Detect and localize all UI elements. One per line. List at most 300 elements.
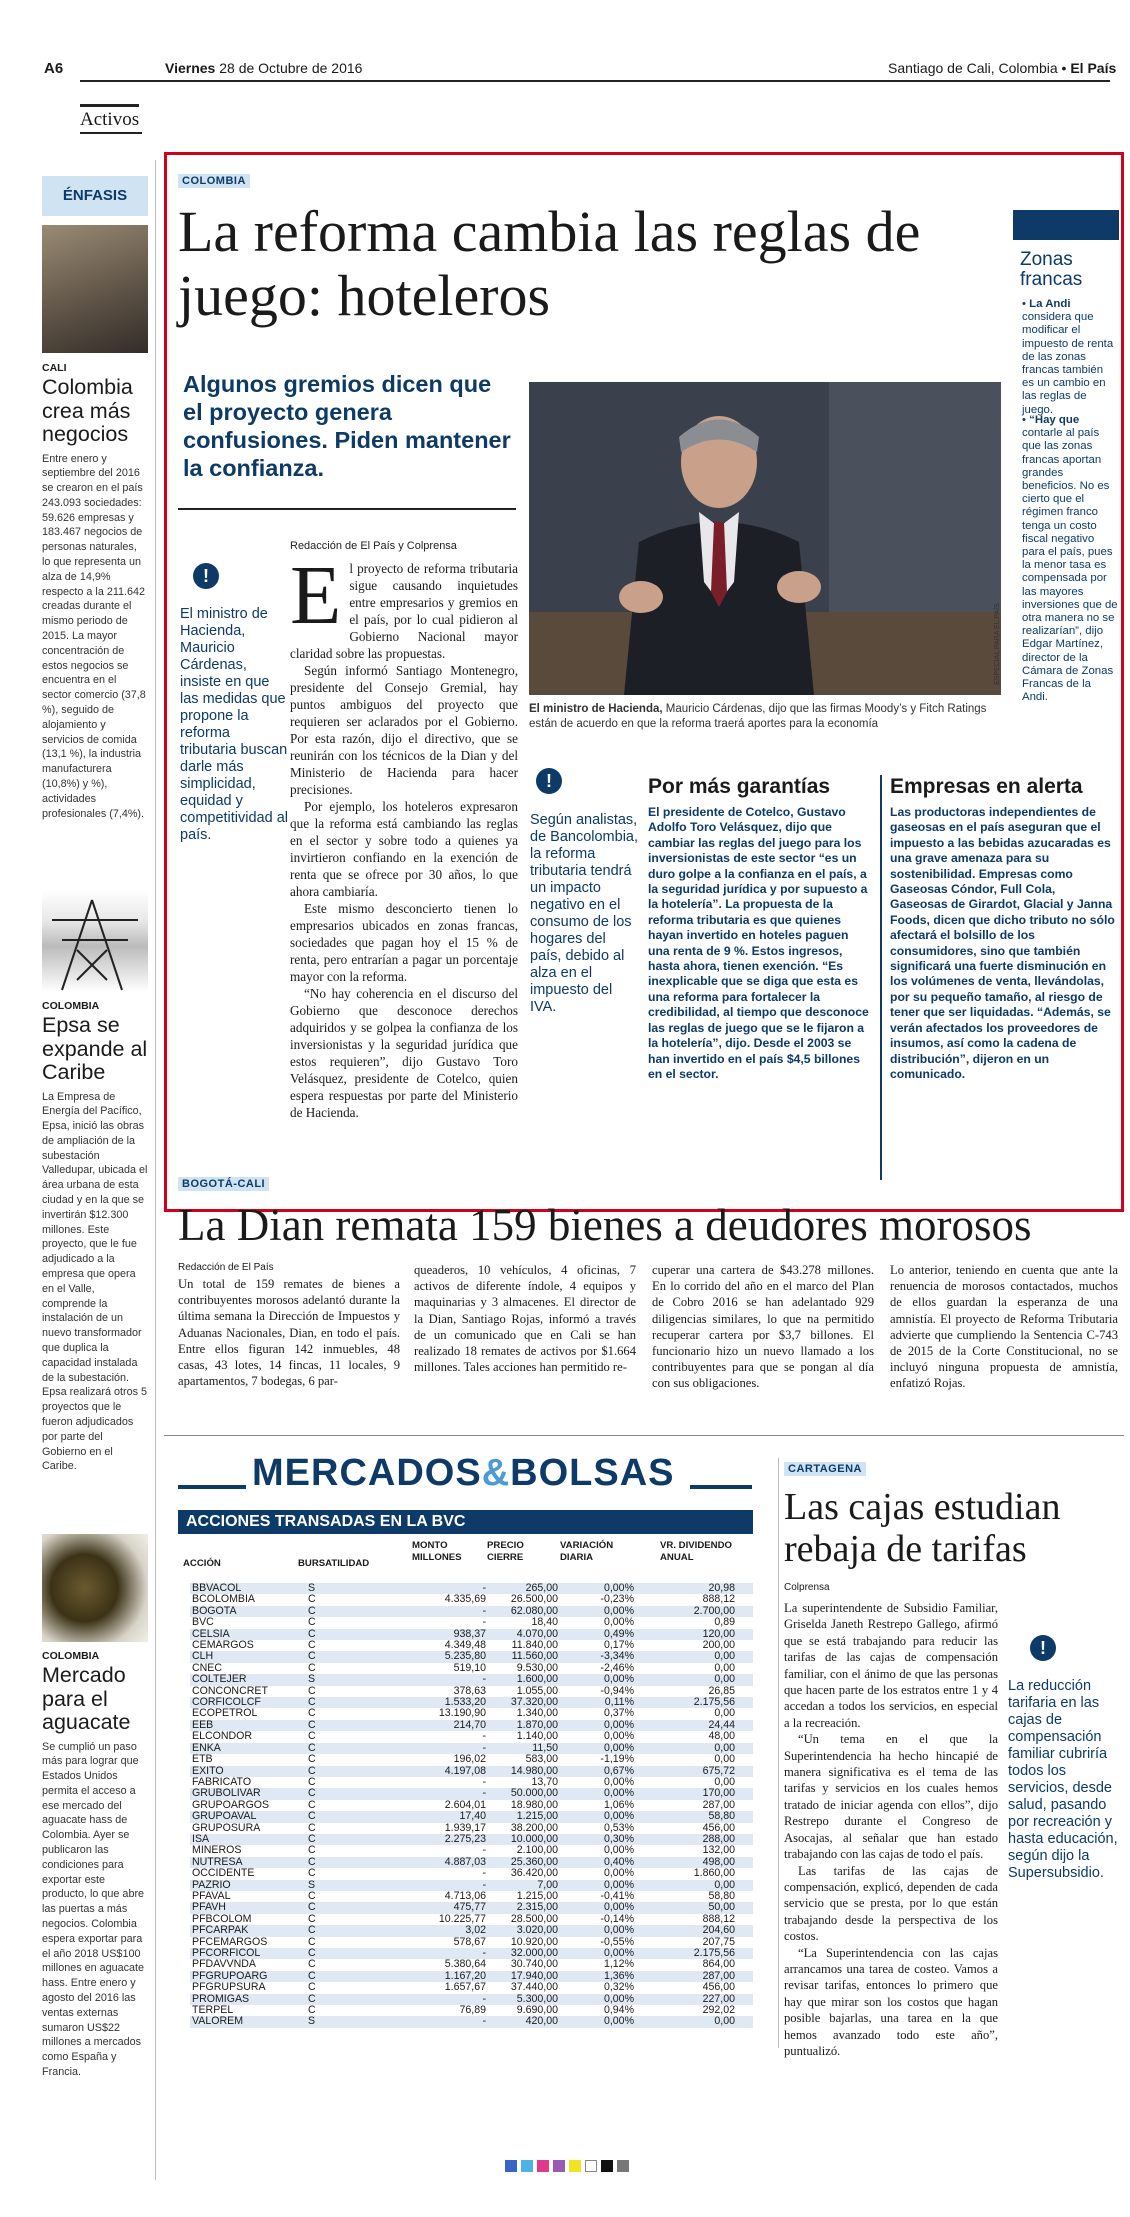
stock-row <box>190 1720 753 1731</box>
dropcap: E <box>290 549 342 642</box>
market-band: ACCIONES TRANSADAS EN LA BVC <box>178 1510 753 1534</box>
stock-cell: 62.080,00 <box>488 1606 560 1617</box>
stock-cell: 475,77 <box>410 1902 488 1913</box>
stock-cell: 214,70 <box>410 1720 488 1731</box>
stock-cell: 1,36% <box>560 1971 648 1982</box>
stock-cell: 2.175,56 <box>648 1697 753 1708</box>
stock-cell: 519,10 <box>453 1661 486 1674</box>
stock-cell: CONCONCRET <box>192 1684 268 1697</box>
left-item-2 <box>42 1000 148 1474</box>
stock-cell: PROMIGAS <box>190 1994 306 2005</box>
stock-cell: C <box>308 1912 316 1925</box>
stock-cell: CORFICOLCF <box>190 1697 306 1708</box>
cajas-paragraph: “Un tema en el que la Superintendencia ha hecho hincapié de manera significativa es el tema de las tarifas y servicios en los cuales hemos tratado de iniciar agenda con ellos”, dijo Restrepo durante el Congreso de Asocajas, al señalar que han estado trabajando con las cajas de todo el país. <box>784 1732 998 1862</box>
stock-cell: 0,00% <box>603 1730 634 1743</box>
stock-cell: C <box>308 1821 316 1834</box>
stock-cell: -0,55% <box>600 1935 634 1948</box>
stock-cell: 0,00% <box>560 1720 648 1731</box>
stock-cell: 11.840,00 <box>511 1639 558 1652</box>
stock-cell: PFGRUPSURA <box>192 1981 266 1994</box>
stock-cell: 170,00 <box>648 1788 753 1799</box>
stock-cell: C <box>306 1766 410 1777</box>
stock-cell: - <box>410 1994 488 2005</box>
stock-cell: EXITO <box>190 1766 306 1777</box>
left-item-text: Se cumplió un paso más para lograr que Estados Unidos permita el acceso a ese mercado del aguacate hass de Colombia. Ayer se publicaron las condiciones para exportar este producto, lo que abre las puertas a más negocios. Colombia espera exportar para el año 2018 US$100 millones en aguacate hass. Entre enero y agosto del 2016 las ventas externas sumaron US$22 millones a mercados como España y Francia. <box>42 1740 145 2079</box>
stock-cell: 0,94% <box>603 2004 634 2017</box>
main-byline: Redacción de El País y Colprensa <box>290 540 457 552</box>
stock-cell: PAZRIO <box>190 1880 306 1891</box>
reg-mark <box>569 2160 581 2172</box>
cajas-body <box>784 1600 998 2059</box>
reg-mark <box>537 2160 549 2172</box>
stock-cell: C <box>308 1889 316 1902</box>
stock-cell: TERPEL <box>192 2004 234 2017</box>
stock-cell: 50.000,00 <box>488 1788 560 1799</box>
stock-cell: 26,85 <box>708 1684 735 1697</box>
box1-title: Por más garantías <box>648 775 831 798</box>
info-icon: ! <box>193 563 219 589</box>
stock-cell: 4.713,06 <box>444 1889 486 1902</box>
main-paragraph: Este mismo desconcierto tienen lo empresarios ubicados en zonas francas, sociedades que pagan hoy el 15 % de renta, pero entrarían a pagar un porcentaje mayor con la reforma. <box>290 901 518 984</box>
stock-cell: C <box>306 1834 410 1845</box>
stock-cell: 11,50 <box>488 1743 560 1754</box>
zonas-b: • “Hay que contarle al país que las zonas francas aportan grandes beneficios. No es cierto que el régimen franco tenga un costo fiscal negativo para el país, pues la menor tasa es compensada por las mayores inversiones que de otra manera no se realizarían”, dijo Edgar Martínez, director de la Cámara de Zonas Francas de la Andi. <box>1022 414 1118 704</box>
stock-cell: - <box>410 1674 488 1685</box>
left-item-3 <box>42 1650 148 2080</box>
stock-cell: 287,00 <box>702 1798 735 1811</box>
stock-cell: 1.215,00 <box>516 1889 558 1902</box>
stock-cell: 18.980,00 <box>510 1798 558 1811</box>
stock-cell: C <box>306 1697 410 1708</box>
stock-cell: 38.200,00 <box>510 1821 558 1834</box>
left-item-1 <box>42 362 148 821</box>
stock-row <box>190 1777 753 1788</box>
stock-cell: -2,46% <box>600 1661 634 1674</box>
cajas-byline: Colprensa <box>784 1582 830 1593</box>
zonas-bar <box>1013 210 1119 240</box>
stock-cell: 0,00% <box>560 1902 648 1913</box>
stock-row <box>190 1937 753 1948</box>
header-rule <box>80 80 1110 82</box>
stock-cell: ENKA <box>190 1743 306 1754</box>
stock-cell: PFDAVVNDA <box>192 1958 256 1971</box>
stock-cell: 17.940,00 <box>488 1971 560 1982</box>
left-item-title: Mercado para el aguacate <box>42 1663 131 1734</box>
stock-cell: - <box>482 1844 486 1857</box>
info-icon: ! <box>536 768 562 794</box>
stock-cell: GRUPOAVAL <box>190 1811 306 1822</box>
section-rule <box>80 132 142 134</box>
col-head-precio: PRECIO CIERRE <box>487 1540 524 1563</box>
pull-quote-2: Según analistas, de Bancolombia, la reforma tributaria tendrá un impacto negativo en el consumo de los hogares del país, debido al alza en el impuesto del IVA. <box>530 812 639 1015</box>
stock-cell: 0,00 <box>648 1651 753 1662</box>
left-photo-3 <box>42 1534 148 1642</box>
stock-cell: S <box>306 1674 410 1685</box>
cajas-paragraph: “La Superintendencia con las cajas arrancamos una tarea de costeo. Vamos a revisar tarifas, entonces lo primero que hay que mirar son los costos que hagan posible bajarlas, una tarea en la que hemos avanzado todo este año”, puntualizó. <box>784 1945 998 2058</box>
stock-row <box>190 2005 753 2016</box>
stock-cell: 0,00% <box>603 1844 634 1857</box>
stock-row <box>190 1606 753 1617</box>
col-head-dividendo: VR. DIVIDENDO ANUAL <box>660 1540 732 1563</box>
stock-cell: 227,00 <box>648 1994 753 2005</box>
stock-cell: BCOLOMBIA <box>192 1593 255 1606</box>
dian-byline: Redacción de El País <box>178 1262 274 1273</box>
stock-table <box>190 1583 753 2028</box>
stock-cell: C <box>308 1981 316 1994</box>
stock-cell: 583,00 <box>525 1753 558 1766</box>
stock-cell: 200,00 <box>702 1639 735 1652</box>
stock-cell: 292,02 <box>702 2004 735 2017</box>
stock-cell: 1.340,00 <box>516 1707 558 1720</box>
cajas-quote: La reducción tarifaria en las cajas de compensación familiar cubriría todos los servicios, desde salud, pasando por recreación y hasta educación, según dijo la Supersubsidio. <box>1008 1678 1118 1881</box>
stock-cell: 378,63 <box>453 1684 486 1697</box>
stock-cell: GRUBOLIVAR <box>190 1788 306 1799</box>
stock-cell: 675,72 <box>648 1766 753 1777</box>
reg-mark <box>521 2160 533 2172</box>
stock-cell: 204,60 <box>648 1925 753 1936</box>
stock-row <box>190 1834 753 1845</box>
photo-caption <box>529 702 999 732</box>
stock-row <box>190 1857 753 1868</box>
stock-cell: PFCARPAK <box>190 1925 306 1936</box>
box2-text: Las productoras independientes de gaseosas en el país aseguran que el impuesto a las bebidas azucaradas es una grave amenaza para su sostenibilidad. Empresas como Gaseosas Cóndor, Full Cola, Gaseosas de Girardot, Glacial y Janna Foods, dicen que dicho tributo no sólo afectará el bolsillo de los consumidores, sino que también significará una fuerte disminución en los volúmenes de venta, llevándolas, por su pequeño tamaño, al riesgo de tener que ser liquidadas. “Además, se verán afectados los proveedores de insumos, así como la cadena de distribución”, dijeron en un comunicado. <box>890 805 1115 1081</box>
stock-cell: 1.533,20 <box>410 1697 488 1708</box>
stock-cell: -0,14% <box>600 1912 634 1925</box>
stock-cell: C <box>308 1639 316 1652</box>
stock-cell: - <box>482 1730 486 1743</box>
stock-cell: NUTRESA <box>190 1857 306 1868</box>
reg-mark <box>505 2160 517 2172</box>
stock-cell: GRUPOARGOS <box>192 1798 270 1811</box>
stock-row <box>190 1811 753 1822</box>
power-tower-drawing <box>42 890 148 992</box>
stock-cell: 7,00 <box>488 1880 560 1891</box>
stock-cell: 0,00 <box>714 1661 735 1674</box>
stock-row <box>190 1754 753 1765</box>
stock-cell: -0,94% <box>600 1684 634 1697</box>
stock-cell: C <box>308 1707 316 1720</box>
stock-cell: ECOPETROL <box>192 1707 258 1720</box>
stock-cell: C <box>308 1616 316 1629</box>
stock-cell: 11.560,00 <box>488 1651 560 1662</box>
minister-photo <box>529 382 1001 695</box>
stock-cell: GRUPOSURA <box>192 1821 261 1834</box>
stock-cell: 37.440,00 <box>510 1981 558 1994</box>
reg-mark <box>617 2160 629 2172</box>
stock-cell: MINEROS <box>192 1844 242 1857</box>
stock-cell: 4.197,08 <box>410 1766 488 1777</box>
stock-cell: 1.055,00 <box>516 1684 558 1697</box>
logo-rule-left <box>178 1485 246 1489</box>
caption-bold: El ministro de Hacienda, <box>529 703 663 715</box>
stock-cell: BOGOTA <box>190 1606 306 1617</box>
stock-cell: 0,32% <box>603 1981 634 1994</box>
stock-cell: 288,00 <box>648 1834 753 1845</box>
stock-cell: C <box>306 1743 410 1754</box>
stock-cell: 3.020,00 <box>488 1925 560 1936</box>
col-head-bursatilidad: BURSATILIDAD <box>298 1558 370 1569</box>
stock-cell: 32.000,00 <box>488 1948 560 1959</box>
dian-col-4: Lo anterior, teniendo en cuenta que ante la renuencia de morosos contactados, muchos de ellos guardan la esperanza de una amnistía. El proyecto de Reforma Tributaria advierte que cumpliendo la Sentencia C-743 de 2015 de la Corte Constitucional, no se incluyó ninguna propuesta de amnistía, enfatizó Rojas. <box>890 1263 1118 1391</box>
box2-title: Empresas en alerta <box>890 775 1083 798</box>
stock-cell: 5.380,64 <box>444 1958 486 1971</box>
stock-cell: PFGRUPOARG <box>190 1971 306 1982</box>
stock-cell: 0,89 <box>714 1616 735 1629</box>
stock-cell: C <box>306 1811 410 1822</box>
header-paper: El País <box>1070 60 1117 76</box>
stock-cell: 864,00 <box>702 1958 735 1971</box>
stock-cell: C <box>308 1593 316 1606</box>
stock-cell: BVC <box>192 1616 214 1629</box>
stock-cell: 0,30% <box>560 1834 648 1845</box>
stock-table-body <box>190 1583 753 2028</box>
stock-row <box>190 1594 753 1605</box>
left-item-title: Colombia crea más negocios <box>42 375 133 446</box>
market-logo-amp: & <box>481 1452 511 1494</box>
stock-row <box>190 1617 753 1628</box>
header-place <box>888 60 1116 76</box>
stock-cell: C <box>306 1629 410 1640</box>
stock-cell: 0,00% <box>560 1880 648 1891</box>
zonas-title: Zonas francas <box>1020 249 1083 290</box>
stock-cell: 0,00% <box>603 1616 634 1629</box>
stock-cell: PFBCOLOM <box>192 1912 252 1925</box>
stock-cell: 36.420,00 <box>510 1867 558 1880</box>
dian-tag: BOGOTÁ-CALI <box>178 1177 269 1191</box>
stock-cell: 4.070,00 <box>488 1629 560 1640</box>
stock-cell: - <box>410 1743 488 1754</box>
stock-cell: 938,37 <box>410 1629 488 1640</box>
stock-cell: 0,00 <box>714 1775 735 1788</box>
stock-cell: 0,17% <box>603 1639 634 1652</box>
stock-row <box>190 1663 753 1674</box>
stock-cell: ISA <box>190 1834 306 1845</box>
stock-cell: 17,40 <box>410 1811 488 1822</box>
stock-cell: CELSIA <box>190 1629 306 1640</box>
col-head-accion: ACCIÓN <box>183 1558 221 1569</box>
zonas-a-lead: La Andi <box>1029 298 1071 310</box>
stock-row <box>190 1868 753 1879</box>
zonas-a: • La Andi considera que modificar el impuesto de renta de las zonas francas también es un cambio en las reglas de juego. <box>1022 298 1114 416</box>
stock-row <box>190 1788 753 1799</box>
stock-table-wrap <box>190 1583 753 2028</box>
stock-cell: C <box>306 1971 410 1982</box>
section-label: Activos <box>80 104 139 131</box>
stock-cell: C <box>306 1925 410 1936</box>
stock-cell: C <box>306 1857 410 1868</box>
stock-cell: - <box>410 2016 488 2027</box>
left-item-title: Epsa se expande al Caribe <box>42 1013 148 1084</box>
cajas-divider <box>778 1458 779 2048</box>
market-logo <box>252 1452 675 1495</box>
stock-cell: C <box>306 1720 410 1731</box>
stock-cell: 2.100,00 <box>516 1844 558 1857</box>
stock-cell: 0,00% <box>603 1775 634 1788</box>
stock-cell: CLH <box>190 1651 306 1662</box>
stock-cell: -1,19% <box>600 1753 634 1766</box>
stock-cell: 4.887,03 <box>410 1857 488 1868</box>
dian-headline: La Dian remata 159 bienes a deudores morosos <box>178 1200 1032 1250</box>
stock-cell: 0,00% <box>560 1583 648 1594</box>
stock-cell: 14.980,00 <box>488 1766 560 1777</box>
dian-col-3: cuperar una cartera de $43.278 millones. En lo corrido del año en el marco del Plan de Cobro 2016 se han adelantado 929 diligencias similares, lo que na permitido recuperar cartera por $3,7 billones. El funcionario hizo un nuevo llamado a los contribuyentes para que se pongan al día con sus obligaciones. <box>652 1263 874 1391</box>
stock-cell: 0,00 <box>648 1880 753 1891</box>
stock-cell: C <box>308 1844 316 1857</box>
stock-cell: 456,00 <box>702 1821 735 1834</box>
stock-cell: 4.349,48 <box>444 1639 486 1652</box>
col-head-monto: MONTO MILLONES <box>412 1540 462 1563</box>
box1-text: El presidente de Cotelco, Gustavo Adolfo Toro Velásquez, dijo que cambiar las reglas del juego para los inversionistas de este sector “es un duro golpe a la confianza en el país, a la seguridad jurídica y por supuesto a la hotelería”. La propuesta de la reforma tributaria es que quienes hayan invertido en hoteles paguen una renta de 9 %. Estos ingresos, hasta ahora, tienen exención. “Es inexplicable que se diga que esta es una reforma para fortalecer la credibilidad, al tiempo que desconoce las reglas de juego que se le fijaron a la hotelería”, dijo. Desde el 2003 se han invertido en el país $4,5 billones en el sector. <box>648 805 869 1081</box>
page-number: A6 <box>44 60 64 77</box>
stock-cell: 13,70 <box>531 1775 558 1788</box>
enfasis-label: ÉNFASIS <box>42 176 148 216</box>
stock-cell: 0,00% <box>560 1948 648 1959</box>
reg-mark <box>585 2160 597 2172</box>
stock-cell: C <box>308 1775 316 1788</box>
market-logo-a: MERCADOS <box>252 1452 482 1494</box>
stock-cell: C <box>308 1958 316 1971</box>
stock-cell: 10.225,77 <box>438 1912 486 1925</box>
stock-cell: 1.167,20 <box>410 1971 488 1982</box>
stock-cell: 2.700,00 <box>648 1606 753 1617</box>
dian-col-2: queaderos, 10 vehículos, 4 oficinas, 7 activos de diferente índole, 4 equipos y maquinarias y 3 almacenes. El director de la Dian, Santiago Rojas, informó a través de un comunicado que en Cali se han realizado 18 remates de activos por $1.664 millones. Tales acciones han permitido re- <box>414 1263 636 1375</box>
stock-cell: 58,80 <box>708 1889 735 1902</box>
stock-cell: - <box>410 1788 488 1799</box>
stock-cell: C <box>306 1651 410 1662</box>
stock-cell: 2.315,00 <box>488 1902 560 1913</box>
stock-cell: 1.600,00 <box>488 1674 560 1685</box>
left-item-tag: CALI <box>42 362 67 374</box>
stock-cell: - <box>410 1880 488 1891</box>
stock-cell: 0,49% <box>560 1629 648 1640</box>
stock-cell: 1,12% <box>603 1958 634 1971</box>
stock-cell: 0,00% <box>560 1811 648 1822</box>
left-item-text: La Empresa de Energía del Pacífico, Epsa, inició las obras de ampliación de la subestación Valledupar, ubicada el área urbana de esta ciudad y en la que se invertirán $12.300 millones. Este proyecto, que le fue adjudicado a la empresa que opera en el Valle, comprende la instalación de un nuevo transformador que duplica la capacidad instalada de la subestación. Epsa realizará otros 5 proyectos que le fueron adjudicados por parte del Gobierno en el Caribe. <box>42 1090 148 1473</box>
stock-cell: 888,12 <box>702 1912 735 1925</box>
stock-cell: 37.320,00 <box>488 1697 560 1708</box>
stock-cell: 196,02 <box>453 1753 486 1766</box>
market-logo-b: BOLSAS <box>510 1452 675 1494</box>
stock-cell: C <box>308 1867 316 1880</box>
stock-cell: 28.500,00 <box>510 1912 558 1925</box>
stock-cell: C <box>308 1684 316 1697</box>
stock-cell: 13.190,90 <box>438 1707 486 1720</box>
main-subhead: Algunos gremios dicen que el proyecto genera confusiones. Piden mantener la confianza. <box>183 371 511 481</box>
stock-cell: COLTEJER <box>190 1674 306 1685</box>
stock-cell: 420,00 <box>488 2016 560 2027</box>
left-column-divider <box>155 160 156 2180</box>
main-paragraph: Según informó Santiago Montenegro, presidente del Consejo Gremial, hay puntos ambiguos del proyecto que requieren ser aclarados por el Gobierno. Por esta razón, dijo el directivo, que se reunirán con los técnicos de la Dian y del Ministerio de Hacienda para hacer precisiones. <box>290 663 518 797</box>
logo-rule-right <box>690 1485 752 1489</box>
stock-cell: 10.920,00 <box>510 1935 558 1948</box>
stock-row <box>190 1766 753 1777</box>
left-item-tag: COLOMBIA <box>42 1650 100 1662</box>
zonas-b-text: contarle al país que las zonas francas aportan grandes beneficios. No es cierto que el régimen franco tenga un costo fiscal negativo para el país, pues la menor tasa es compensada por las mayores inversiones que de otra manera no se realizarían”, dijo Edgar Martínez, director de la Cámara de Zonas Francas de la Andi. <box>1022 427 1118 704</box>
col-head-variacion: VARIACIÓN DIARIA <box>560 1540 614 1563</box>
left-item-tag: COLOMBIA <box>42 1000 100 1012</box>
main-body-text <box>290 549 518 1121</box>
minister-figure <box>529 382 1001 695</box>
stock-cell: 58,80 <box>648 1811 753 1822</box>
stock-cell: 9.690,00 <box>516 2004 558 2017</box>
stock-cell: S <box>306 1583 410 1594</box>
main-headline: La reforma cambia las reglas de juego: hoteleros <box>178 199 921 328</box>
box-divider <box>880 775 882 1180</box>
header-date-text: 28 de Octubre de 2016 <box>219 60 363 76</box>
stock-cell: PFCORFICOL <box>190 1948 306 1959</box>
left-photo-1 <box>42 225 148 353</box>
stock-row <box>190 1731 753 1742</box>
stock-cell: 0,00 <box>714 1707 735 1720</box>
stock-cell: 0,00 <box>648 1674 753 1685</box>
stock-cell: ELCONDOR <box>192 1730 253 1743</box>
stock-cell: 1.939,17 <box>444 1821 486 1834</box>
stock-cell: 888,12 <box>702 1593 735 1606</box>
reg-mark <box>601 2160 613 2172</box>
stock-cell: 0,53% <box>603 1821 634 1834</box>
stock-cell: - <box>410 1606 488 1617</box>
cajas-tag: CARTAGENA <box>784 1462 866 1476</box>
stock-cell: PFAVAL <box>192 1889 231 1902</box>
stock-cell: 76,89 <box>459 2004 486 2017</box>
stock-cell: C <box>308 1661 316 1674</box>
stock-cell: 1.215,00 <box>488 1811 560 1822</box>
main-paragraph: “No hay coherencia en el discurso del Gobierno que desconoce derechos adquiridos y se golpea la confianza de los inversionistas y la seguridad jurídica que estos requieren”, dijo Gustavo Toro Velásquez, presidente de Cotelco, quien espera respuestas por parte del Ministerio de Hacienda. <box>290 986 518 1120</box>
stock-cell: 18,40 <box>531 1616 558 1629</box>
photo-credit: ESPECIAL PARA EL PAÍS <box>994 603 1001 685</box>
cajas-headline: Las cajas estudian rebaja de tarifas <box>784 1486 1061 1570</box>
dian-rule <box>164 1435 1124 1436</box>
stock-cell: OCCIDENTE <box>192 1867 255 1880</box>
zonas-a-text: considera que modificar el impuesto de renta de las zonas francas también es un cambio en las reglas de juego. <box>1022 311 1114 416</box>
cajas-paragraph: La superintendente de Subsidio Familiar, Griselda Janeth Restrepo Gallego, afirmó que se está trabajando para reducir las tarifas de las cajas de compensación familiar, con el ánimo de que las personas que hacen parte de los estratos entre 1 y 4 accedan a todos los servicios, en especial a la recreación. <box>784 1601 998 1730</box>
stock-cell: C <box>306 1606 410 1617</box>
stock-cell: 0,00% <box>560 1788 648 1799</box>
stock-cell: -3,34% <box>560 1651 648 1662</box>
stock-cell: 0,00 <box>648 2016 753 2027</box>
stock-cell: 0,00% <box>560 1743 648 1754</box>
header-day: Viernes <box>165 60 216 76</box>
stock-cell: C <box>306 1788 410 1799</box>
header-date <box>165 60 362 76</box>
stock-cell: 20,98 <box>648 1583 753 1594</box>
stock-cell: 25.360,00 <box>488 1857 560 1868</box>
stock-cell: 4.335,69 <box>444 1593 486 1606</box>
stock-cell: FABRICATO <box>192 1775 252 1788</box>
color-registration-marks <box>505 2160 629 2172</box>
stock-cell: 0,40% <box>560 1857 648 1868</box>
stock-cell: C <box>308 1730 316 1743</box>
dian-col-1: Un total de 159 remates de bienes a contribuyentes morosos adelantó durante la última semana la Dirección de Impuestos y Aduanas Nacionales, Dian, en todo el país. Entre ellos figuran 142 inmuebles, 48 casas, 43 lotes, 14 fincas, 11 locales, 9 apartamentos, 7 bodegas, 6 par- <box>178 1277 400 1389</box>
stock-cell: - <box>482 1775 486 1788</box>
stock-cell: C <box>306 1994 410 2005</box>
stock-cell: EEB <box>190 1720 306 1731</box>
subhead-rule <box>178 508 516 510</box>
stock-cell: 2.275,23 <box>410 1834 488 1845</box>
stock-cell: C <box>308 1935 316 1948</box>
stock-cell: BBVACOL <box>190 1583 306 1594</box>
stock-cell: 265,00 <box>488 1583 560 1594</box>
stock-cell: - <box>482 1867 486 1880</box>
main-body <box>290 549 518 1121</box>
main-paragraph: Por ejemplo, los hoteleros expresaron que la reforma está cambiando las reglas en el sector y sobre todo a quienes ya invirtieron confiando en la exención de renta que se ofrece por 30 años, lo que ahora cambiaría. <box>290 799 518 899</box>
stock-cell: 0,00 <box>714 1753 735 1766</box>
stock-cell: 120,00 <box>648 1629 753 1640</box>
stock-cell: -0,41% <box>600 1889 634 1902</box>
stock-cell: PFCEMARGOS <box>192 1935 268 1948</box>
stock-cell: 3,02 <box>410 1925 488 1936</box>
caption-text: Mauricio Cárdenas, dijo que las firmas Moody’s y Fitch Ratings están de acuerdo en que la reforma traerá aportes para la economía <box>529 703 987 730</box>
